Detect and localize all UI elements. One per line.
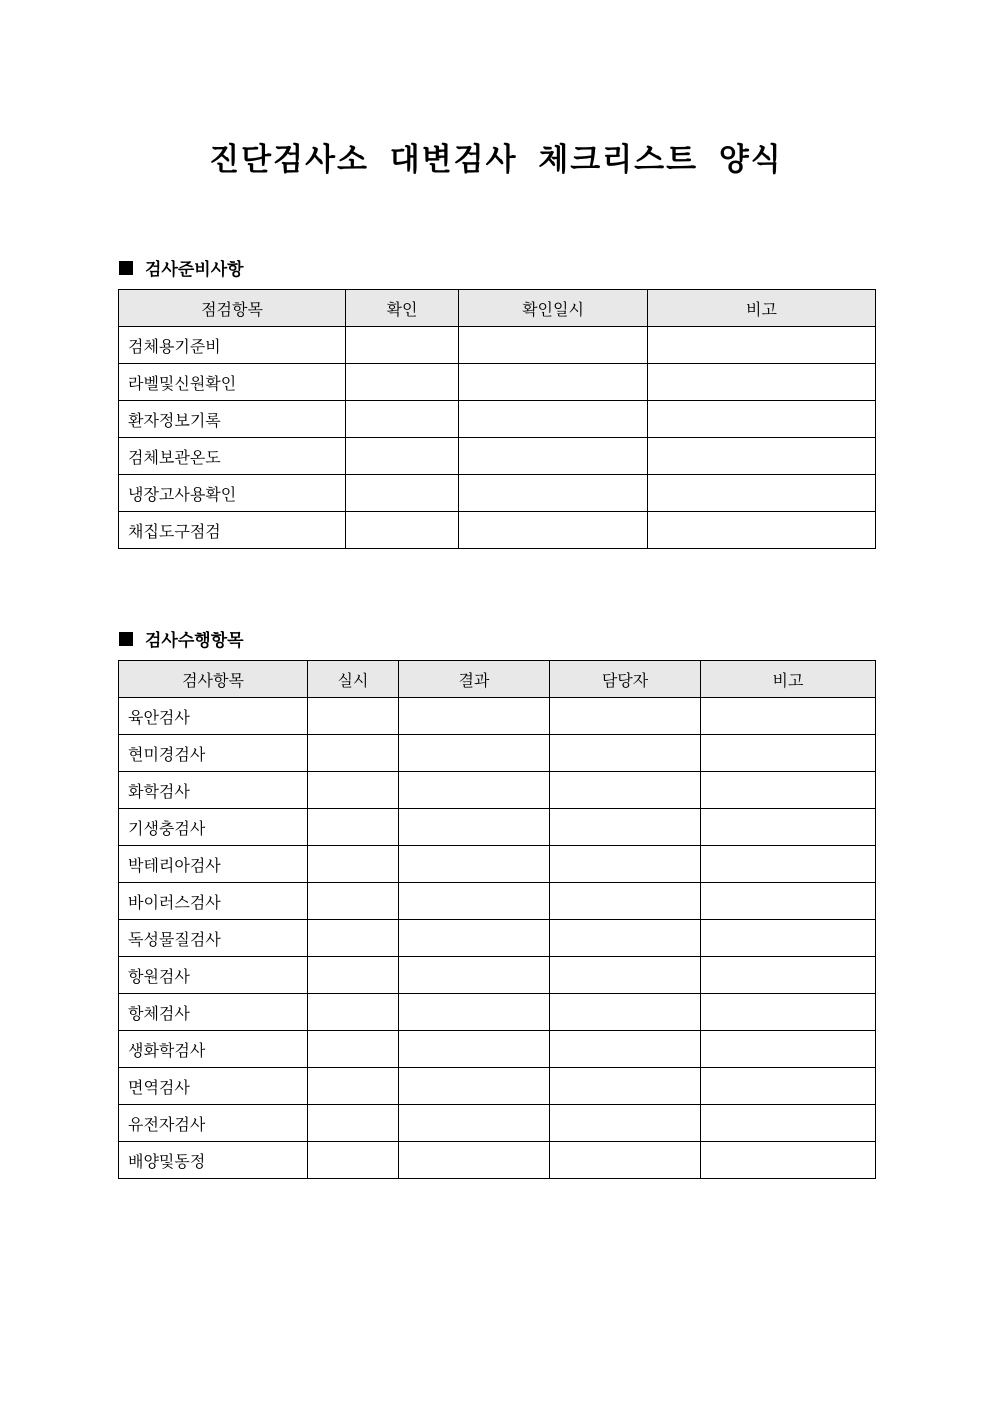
table-row xyxy=(119,512,876,549)
entry-cell[interactable] xyxy=(701,1142,876,1179)
entry-cell[interactable] xyxy=(308,920,399,957)
row-label: 육안검사 xyxy=(119,698,308,735)
table-header-row xyxy=(119,290,876,327)
table-header-row xyxy=(119,661,876,698)
entry-cell[interactable] xyxy=(550,1068,701,1105)
entry-cell[interactable] xyxy=(701,1068,876,1105)
row-label: 검체용기준비 xyxy=(119,327,346,364)
entry-cell[interactable] xyxy=(701,772,876,809)
column-header: 비고 xyxy=(648,290,876,327)
entry-cell[interactable] xyxy=(308,883,399,920)
table-row xyxy=(119,957,876,994)
table-row xyxy=(119,920,876,957)
entry-cell[interactable] xyxy=(550,735,701,772)
entry-cell[interactable] xyxy=(399,1142,550,1179)
page-title: 진단검사소 대변검사 체크리스트 양식 xyxy=(209,142,783,178)
entry-cell[interactable] xyxy=(399,1105,550,1142)
entry-cell[interactable] xyxy=(550,1031,701,1068)
row-label: 라벨및신원확인 xyxy=(119,364,346,401)
entry-cell[interactable] xyxy=(701,1105,876,1142)
entry-cell[interactable] xyxy=(308,772,399,809)
column-header: 검사항목 xyxy=(119,661,308,698)
row-label: 냉장고사용확인 xyxy=(119,475,346,512)
entry-cell[interactable] xyxy=(550,994,701,1031)
entry-cell[interactable] xyxy=(550,1142,701,1179)
entry-cell[interactable] xyxy=(399,772,550,809)
entry-cell[interactable] xyxy=(346,401,459,438)
entry-cell[interactable] xyxy=(550,1105,701,1142)
row-label: 검체보관온도 xyxy=(119,438,346,475)
entry-cell[interactable] xyxy=(346,327,459,364)
entry-cell[interactable] xyxy=(308,1105,399,1142)
entry-cell[interactable] xyxy=(550,809,701,846)
table-row xyxy=(119,698,876,735)
entry-cell[interactable] xyxy=(399,883,550,920)
table-row xyxy=(119,1142,876,1179)
entry-cell[interactable] xyxy=(648,438,876,475)
entry-cell[interactable] xyxy=(550,846,701,883)
table-row xyxy=(119,883,876,920)
section-heading-text: 검사수행항목 xyxy=(145,631,244,651)
table-row xyxy=(119,1105,876,1142)
section-heading-text: 검사준비사항 xyxy=(145,260,244,280)
square-bullet-icon xyxy=(119,632,133,646)
entry-cell[interactable] xyxy=(399,1068,550,1105)
entry-cell[interactable] xyxy=(701,809,876,846)
entry-cell[interactable] xyxy=(459,475,648,512)
row-label: 현미경검사 xyxy=(119,735,308,772)
entry-cell[interactable] xyxy=(308,957,399,994)
entry-cell[interactable] xyxy=(399,698,550,735)
row-label: 기생충검사 xyxy=(119,809,308,846)
square-bullet-icon xyxy=(119,261,133,275)
table-row xyxy=(119,809,876,846)
table-row xyxy=(119,846,876,883)
column-header: 점검항목 xyxy=(119,290,346,327)
entry-cell[interactable] xyxy=(346,438,459,475)
procedures-table xyxy=(118,660,876,1179)
table-row xyxy=(119,364,876,401)
entry-cell[interactable] xyxy=(346,364,459,401)
table-row xyxy=(119,1068,876,1105)
row-label: 생화학검사 xyxy=(119,1031,308,1068)
entry-cell[interactable] xyxy=(399,1031,550,1068)
row-label: 항원검사 xyxy=(119,957,308,994)
entry-cell[interactable] xyxy=(459,438,648,475)
entry-cell[interactable] xyxy=(308,809,399,846)
entry-cell[interactable] xyxy=(459,364,648,401)
entry-cell[interactable] xyxy=(346,475,459,512)
column-header: 비고 xyxy=(701,661,876,698)
row-label: 환자정보기록 xyxy=(119,401,346,438)
entry-cell[interactable] xyxy=(308,698,399,735)
entry-cell[interactable] xyxy=(459,327,648,364)
row-label: 유전자검사 xyxy=(119,1105,308,1142)
entry-cell[interactable] xyxy=(648,475,876,512)
table-row xyxy=(119,1031,876,1068)
entry-cell[interactable] xyxy=(308,994,399,1031)
preparation-table xyxy=(118,289,876,549)
column-header: 결과 xyxy=(399,661,550,698)
table-row xyxy=(119,438,876,475)
entry-cell[interactable] xyxy=(550,957,701,994)
table-row xyxy=(119,772,876,809)
entry-cell[interactable] xyxy=(399,735,550,772)
row-label: 바이러스검사 xyxy=(119,883,308,920)
entry-cell[interactable] xyxy=(399,846,550,883)
entry-cell[interactable] xyxy=(459,512,648,549)
entry-cell[interactable] xyxy=(701,698,876,735)
entry-cell[interactable] xyxy=(701,920,876,957)
entry-cell[interactable] xyxy=(459,401,648,438)
entry-cell[interactable] xyxy=(399,920,550,957)
entry-cell[interactable] xyxy=(648,364,876,401)
entry-cell[interactable] xyxy=(701,994,876,1031)
entry-cell[interactable] xyxy=(399,809,550,846)
table-row xyxy=(119,735,876,772)
entry-cell[interactable] xyxy=(308,1068,399,1105)
entry-cell[interactable] xyxy=(701,1031,876,1068)
entry-cell[interactable] xyxy=(308,846,399,883)
entry-cell[interactable] xyxy=(399,994,550,1031)
table-row xyxy=(119,401,876,438)
table-row xyxy=(119,327,876,364)
entry-cell[interactable] xyxy=(550,698,701,735)
row-label: 항체검사 xyxy=(119,994,308,1031)
entry-cell[interactable] xyxy=(308,1031,399,1068)
column-header: 담당자 xyxy=(550,661,701,698)
entry-cell[interactable] xyxy=(701,957,876,994)
column-header: 실시 xyxy=(308,661,399,698)
entry-cell[interactable] xyxy=(550,772,701,809)
table-row xyxy=(119,994,876,1031)
row-label: 화학검사 xyxy=(119,772,308,809)
entry-cell[interactable] xyxy=(308,1142,399,1179)
row-label: 박테리아검사 xyxy=(119,846,308,883)
entry-cell[interactable] xyxy=(648,401,876,438)
row-label: 채집도구점검 xyxy=(119,512,346,549)
entry-cell[interactable] xyxy=(399,957,550,994)
table-row xyxy=(119,475,876,512)
entry-cell[interactable] xyxy=(346,512,459,549)
entry-cell[interactable] xyxy=(648,327,876,364)
entry-cell[interactable] xyxy=(550,920,701,957)
section-heading-procedures xyxy=(119,626,244,651)
entry-cell[interactable] xyxy=(308,735,399,772)
entry-cell[interactable] xyxy=(701,883,876,920)
entry-cell[interactable] xyxy=(550,883,701,920)
section-heading-preparation xyxy=(119,255,244,280)
column-header: 확인 xyxy=(346,290,459,327)
row-label: 독성물질검사 xyxy=(119,920,308,957)
column-header: 확인일시 xyxy=(459,290,648,327)
entry-cell[interactable] xyxy=(648,512,876,549)
row-label: 면역검사 xyxy=(119,1068,308,1105)
entry-cell[interactable] xyxy=(701,735,876,772)
row-label: 배양및동정 xyxy=(119,1142,308,1179)
entry-cell[interactable] xyxy=(701,846,876,883)
